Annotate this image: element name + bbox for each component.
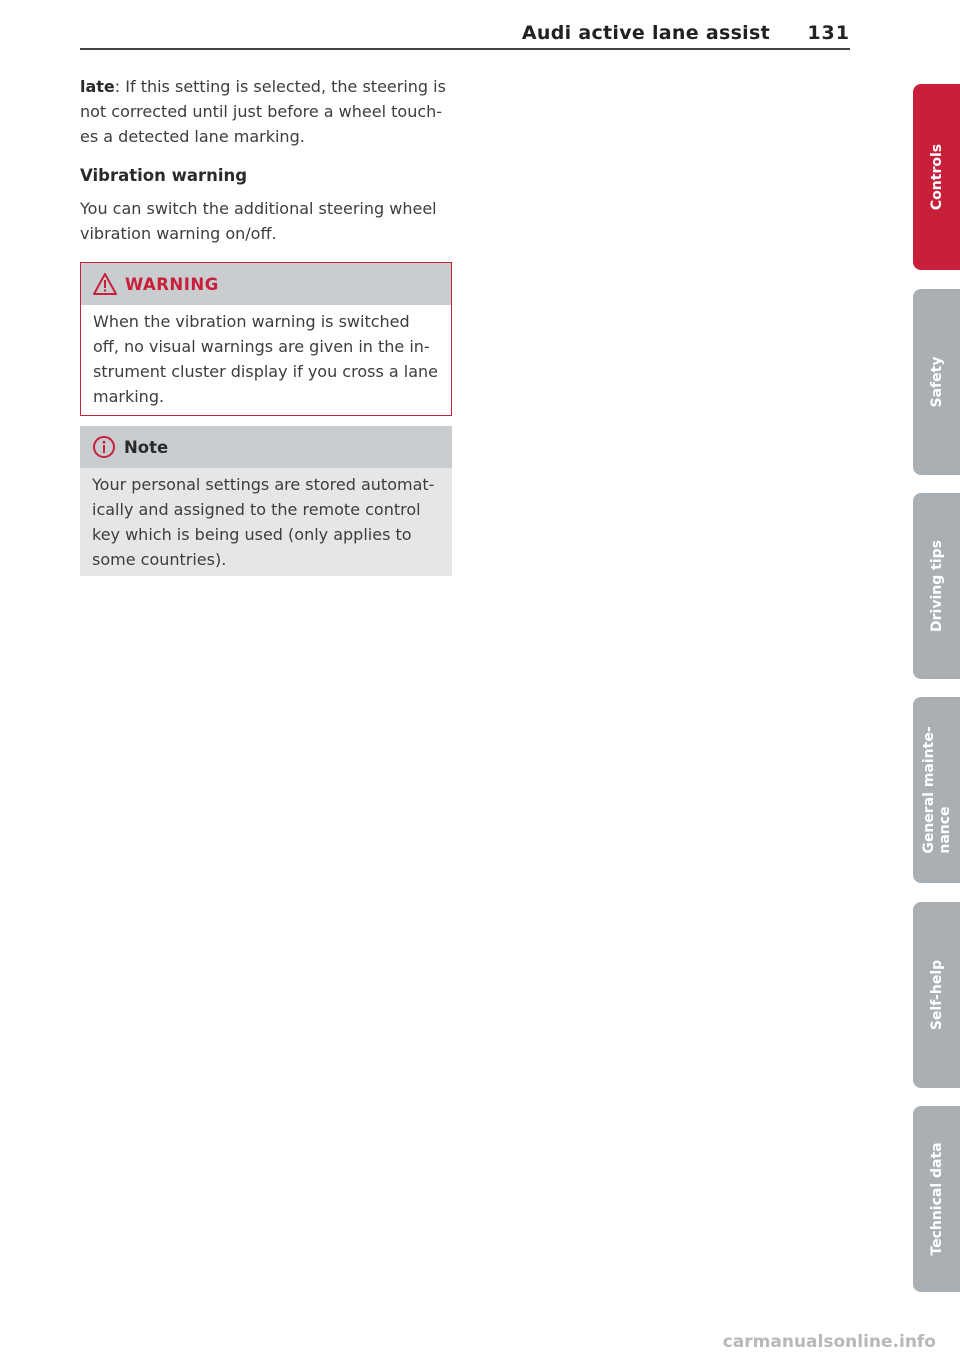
warning-triangle-icon	[93, 273, 117, 295]
tab-driving-tips-label: Driving tips	[928, 540, 945, 632]
late-paragraph	[80, 74, 452, 149]
page-header	[80, 20, 850, 50]
info-icon	[92, 435, 116, 459]
tab-self-help[interactable]	[913, 902, 960, 1088]
watermark: carmanualsonline.info	[722, 1332, 936, 1352]
warning-box	[80, 262, 452, 416]
note-header	[80, 426, 452, 468]
tab-general-maintenance-line2: nance	[936, 806, 953, 854]
tab-driving-tips[interactable]	[913, 493, 960, 679]
warning-title: WARNING	[125, 274, 219, 294]
tab-safety-label: Safety	[928, 356, 945, 408]
note-title: Note	[124, 437, 169, 457]
tab-self-help-label: Self-help	[928, 959, 945, 1031]
warning-body: When the vibration warning is switched off, no visual warnings are given in the in- strument cluster display if you cross a lane marking.	[81, 305, 451, 415]
tab-general-maintenance-line1: General mainte-	[920, 726, 937, 854]
section-title: Audi active lane assist	[521, 22, 770, 44]
vibration-paragraph: You can switch the additional steering wheel vibration warning on/off.	[80, 199, 437, 243]
page-number: 131	[807, 22, 850, 44]
note-body: Your personal settings are stored automat- ically and assigned to the remote control key which is being used (only applies to some countries).	[80, 468, 452, 576]
main-content	[80, 74, 452, 576]
tab-technical-data[interactable]	[913, 1106, 960, 1292]
tab-safety[interactable]	[913, 289, 960, 475]
tab-general-maintenance-label	[921, 726, 953, 853]
late-text: : If this setting is selected, the steering is not corrected until just before a wheel touch- es a detected lane marking.	[80, 77, 446, 146]
tab-general-maintenance[interactable]	[913, 697, 960, 883]
tab-technical-data-label: Technical data	[928, 1142, 945, 1256]
note-box	[80, 426, 452, 576]
tab-controls-label: Controls	[928, 143, 945, 211]
late-term: late	[80, 77, 115, 96]
warning-header	[81, 263, 451, 305]
vibration-heading: Vibration warning	[80, 166, 248, 185]
tab-controls[interactable]	[913, 84, 960, 270]
